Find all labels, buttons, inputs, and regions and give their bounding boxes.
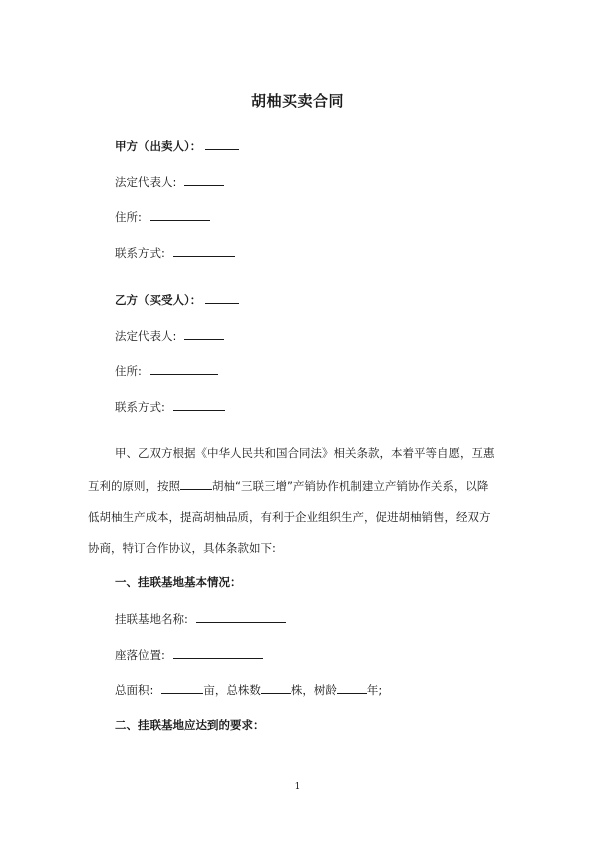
base-name-line xyxy=(115,610,286,627)
intro-line-2-b: 胡柚“三联三增”产销协作机制建立产销协作关系，以降 xyxy=(212,479,489,493)
intro-line-2 xyxy=(88,477,508,494)
party-a-heading-line xyxy=(115,137,239,154)
tree-count-blank xyxy=(261,681,291,694)
location-blank xyxy=(173,646,263,659)
party-a-rep-line xyxy=(115,173,224,190)
party-b-rep-line xyxy=(115,327,224,344)
location-line xyxy=(115,646,263,663)
party-b-heading-line xyxy=(115,291,239,308)
party-a-rep-blank xyxy=(184,173,224,186)
party-a-rep-label: 法定代表人: xyxy=(115,175,177,189)
tree-age-blank xyxy=(337,681,367,694)
party-a-name-blank xyxy=(205,137,239,150)
intro-line-2-a: 互利的原则，按照 xyxy=(88,479,180,493)
party-b-contact-label: 联系方式: xyxy=(115,400,165,414)
party-b-contact-blank xyxy=(173,398,225,411)
intro-blank xyxy=(180,477,212,490)
year-suffix: 年; xyxy=(366,683,383,697)
base-name-blank xyxy=(196,610,286,623)
location-label: 座落位置: xyxy=(115,648,165,662)
party-b-address-blank xyxy=(150,362,218,375)
party-b-address-label: 住所: xyxy=(115,364,142,378)
party-a-contact-label: 联系方式: xyxy=(115,246,165,260)
section-2-heading: 二、挂联基地应达到的要求： xyxy=(115,718,265,732)
tree-count-label: 亩，总株数 xyxy=(203,683,261,697)
base-name-label: 挂联基地名称: xyxy=(115,612,188,626)
party-b-rep-blank xyxy=(184,327,224,340)
area-label: 总面积: xyxy=(115,683,154,697)
party-b-address-line xyxy=(115,362,218,379)
party-a-address-line xyxy=(115,208,210,225)
tree-age-label: 株，树龄 xyxy=(290,683,337,697)
party-a-contact-blank xyxy=(173,244,235,257)
area-line xyxy=(115,681,382,698)
intro-line-1: 甲、乙双方根据《中华人民共和国合同法》相关条款，本着平等自愿，互惠 xyxy=(115,446,495,460)
document-title: 胡柚买卖合同 xyxy=(250,92,344,110)
party-a-address-label: 住所: xyxy=(115,210,142,224)
area-blank xyxy=(161,681,203,694)
page-number: 1 xyxy=(294,782,301,792)
party-b-rep-label: 法定代表人: xyxy=(115,329,177,343)
party-b-contact-line xyxy=(115,398,225,415)
party-a-contact-line xyxy=(115,244,235,261)
intro-line-4: 协商，特订合作协议，具体条款如下: xyxy=(88,541,276,555)
section-1-heading: 一、挂联基地基本情况： xyxy=(115,575,242,589)
party-a-heading: 甲方（出卖人）： xyxy=(115,139,202,153)
party-b-heading: 乙方（买受人）： xyxy=(115,293,202,307)
party-a-address-blank xyxy=(150,208,210,221)
party-b-name-blank xyxy=(205,291,239,304)
intro-line-3: 低胡柚生产成本，提高胡柚品质，有利于企业组织生产，促进胡柚销售，经双方 xyxy=(88,510,491,524)
